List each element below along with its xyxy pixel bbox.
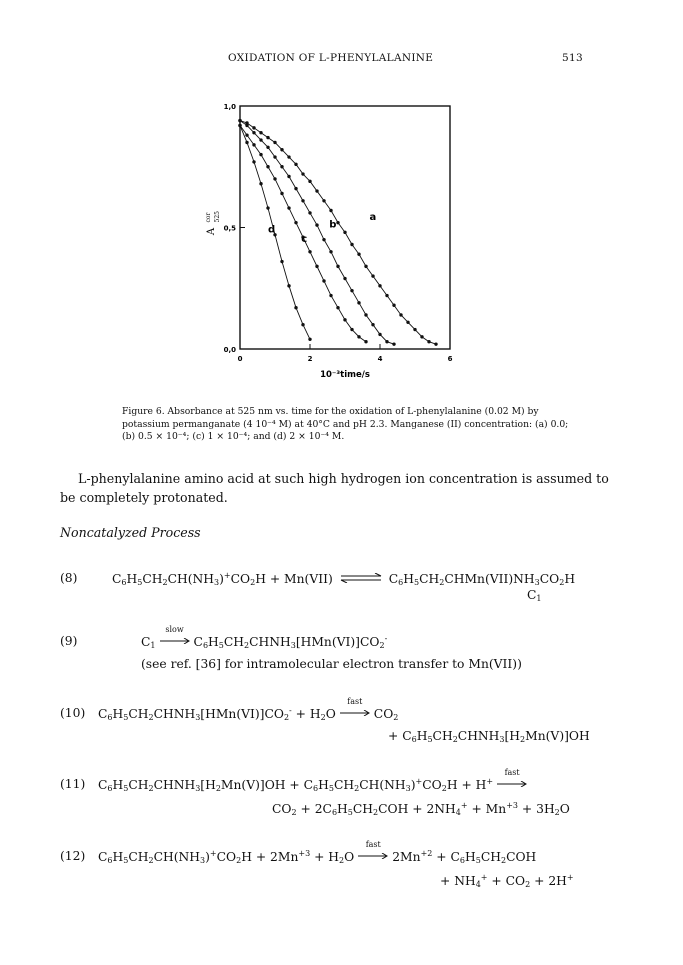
series-a-point	[378, 284, 381, 287]
series-a-point	[287, 155, 290, 158]
series-a-point	[266, 136, 269, 139]
absorbance-chart	[190, 98, 490, 398]
series-a-point	[413, 328, 416, 331]
series-a-point	[329, 209, 332, 212]
series-d-point	[259, 182, 262, 185]
series-a-point	[294, 163, 297, 166]
equation-8-intermediate-label: $C_1$	[527, 588, 542, 603]
arrow-right-icon	[340, 710, 370, 716]
series-a-point	[315, 189, 318, 192]
arrow-right-icon	[358, 853, 388, 859]
series-d-label: d	[268, 224, 276, 236]
section-heading: Noncatalyzed Process	[60, 525, 201, 540]
series-b-point	[245, 124, 248, 127]
series-a-label: a	[369, 212, 377, 224]
series-c-point	[266, 165, 269, 168]
series-b-point	[385, 340, 388, 343]
series-c-point	[322, 279, 325, 282]
equation-11-number: (11)	[60, 777, 86, 791]
series-b-point	[315, 223, 318, 226]
series-b-point	[259, 138, 262, 141]
series-c-point	[364, 340, 367, 343]
series-d-point	[294, 306, 297, 309]
series-b-point	[343, 277, 346, 280]
series-c-point	[273, 177, 276, 180]
series-b-point	[336, 265, 339, 268]
series-d-point	[280, 260, 283, 263]
series-a-point	[343, 231, 346, 234]
equilibrium-arrow-icon	[339, 573, 383, 583]
series-d-point	[287, 284, 290, 287]
y-axis-label-text: A	[206, 227, 217, 236]
series-b-point	[371, 323, 374, 326]
y-tick-label: 0,0	[223, 346, 236, 354]
y-axis-label-sub: 525	[214, 211, 221, 223]
series-b-point	[392, 342, 395, 345]
page-number: 513	[562, 52, 583, 64]
series-b-point	[238, 119, 241, 122]
equation-12-continuation: + $NH_4^+ + CO_2 + 2H^+$	[440, 873, 574, 889]
series-b-point	[329, 250, 332, 253]
series-d-point	[266, 206, 269, 209]
y-tick-label: 1,0	[223, 103, 236, 111]
series-d-point	[252, 160, 255, 163]
series-d-point	[245, 141, 248, 144]
series-d-point	[238, 124, 241, 127]
series-b-point	[378, 333, 381, 336]
series-a-point	[434, 342, 437, 345]
figure-6	[190, 98, 490, 398]
x-tick-label: 2	[307, 355, 313, 363]
series-c-point	[357, 335, 360, 338]
equation-12: $C_6H_5CH_2CH(NH_3)^+CO_2H + 2Mn^{+3} + H_2O$ fast $2Mn^{+2} + C_6H_5CH_2COH$	[98, 840, 537, 865]
series-a-point	[371, 274, 374, 277]
series-c-point	[252, 143, 255, 146]
reaction-arrow: fast	[358, 850, 388, 862]
equation-11: $C_6H_5CH_2CHNH_3[H_2Mn(V)]OH + C_6H_5CH_2CH(NH_3)^+CO_2H + H^+$ fast	[98, 777, 531, 793]
series-b-point	[364, 313, 367, 316]
series-a-point	[322, 199, 325, 202]
series-c-point	[259, 153, 262, 156]
series-a-point	[259, 131, 262, 134]
series-b-label: b	[329, 219, 337, 231]
series-c-point	[294, 221, 297, 224]
x-tick-label: 0	[237, 355, 243, 363]
series-b-point	[308, 211, 311, 214]
equation-12-number: (12)	[60, 849, 86, 863]
series-a-point	[427, 340, 430, 343]
series-b-line	[240, 121, 394, 345]
equation-10-number: (10)	[60, 706, 86, 720]
series-b-point	[273, 155, 276, 158]
series-b-point	[280, 165, 283, 168]
equation-8: $C_6H_5CH_2CH(NH_3)^+CO_2H + Mn(VII)$ $C_6H_5CH_2CHMn(VII)NH_3CO_2H$	[112, 571, 576, 587]
series-a-point	[392, 304, 395, 307]
series-b-point	[322, 238, 325, 241]
series-c-point	[315, 265, 318, 268]
equation-10: $C_6H_5CH_2CHNH_3[HMn(VI)]CO_2^- + H_2O$ fast $CO_2$	[98, 697, 399, 722]
series-a-point	[364, 265, 367, 268]
reaction-arrow: fast	[497, 778, 527, 790]
arrow-right-icon	[497, 781, 527, 787]
series-b-point	[350, 289, 353, 292]
series-a-point	[420, 335, 423, 338]
reaction-arrow: slow	[160, 635, 190, 647]
figure-caption: Figure 6. Absorbance at 525 nm vs. time for the oxidation of L-phenylalanine (0.02 M) by potassium permanganate (4 10⁻⁴ M) at 40°C and pH 2.3. Manganese (II) concentration: (a) 0.0; (b) 0.5 × 10⁻⁴; (c) 1 × 10⁻⁴; and (d) 2 × 10⁻⁴ M.	[122, 406, 569, 442]
series-a-point	[308, 180, 311, 183]
equation-8-number: (8)	[60, 571, 78, 585]
series-b-point	[294, 187, 297, 190]
equation-10-continuation: + $C_6H_5CH_2CHNH_3[H_2Mn(V)]OH$	[388, 729, 590, 744]
y-axis-label-sup: cor	[205, 212, 212, 223]
series-b-point	[301, 199, 304, 202]
series-c-point	[245, 133, 248, 136]
series-c-point	[350, 328, 353, 331]
y-tick-label: 0,5	[223, 224, 236, 233]
equation-9-number: (9)	[60, 634, 78, 648]
x-axis-label: 10⁻³time/s	[320, 370, 370, 380]
arrow-right-icon	[160, 638, 190, 644]
series-a-point	[399, 313, 402, 316]
series-a-point	[301, 172, 304, 175]
reaction-arrow: fast	[340, 707, 370, 719]
series-c-point	[287, 206, 290, 209]
series-c-point	[280, 192, 283, 195]
series-a-point	[252, 126, 255, 129]
series-a-point	[280, 148, 283, 151]
y-axis-label	[205, 211, 221, 236]
series-b-point	[287, 175, 290, 178]
series-c-point	[343, 318, 346, 321]
series-a-point	[273, 141, 276, 144]
series-c-point	[308, 250, 311, 253]
series-a-point	[357, 253, 360, 256]
series-d-point	[308, 338, 311, 341]
body-paragraph: L-phenylalanine amino acid at such high hydrogen ion concentration is assumed to be completely protonated.	[60, 471, 609, 505]
running-title: OXIDATION OF L-PHENYLALANINE	[228, 52, 434, 64]
series-b-point	[252, 131, 255, 134]
equation-11-continuation: $CO_2 + 2C_6H_5CH_2COH + 2NH_4^+ + Mn^{+3} + 3H_2O$	[272, 801, 570, 817]
equation-9: $C_1$ slow $C_6H_5CH_2CHNH_3[HMn(VI)]CO_2^-$	[141, 625, 388, 650]
series-a-point	[350, 243, 353, 246]
series-b-point	[357, 301, 360, 304]
series-b-point	[266, 146, 269, 149]
series-a-point	[406, 321, 409, 324]
series-a-point	[385, 294, 388, 297]
x-tick-label: 6	[447, 355, 453, 363]
series-a-point	[336, 221, 339, 224]
equation-9-note: (see ref. [36] for intramolecular electron transfer to Mn(VII))	[141, 657, 522, 671]
series-c-label: c	[301, 234, 308, 246]
series-c-point	[336, 306, 339, 309]
series-c-point	[329, 294, 332, 297]
x-tick-label: 4	[377, 355, 383, 363]
series-d-point	[301, 323, 304, 326]
